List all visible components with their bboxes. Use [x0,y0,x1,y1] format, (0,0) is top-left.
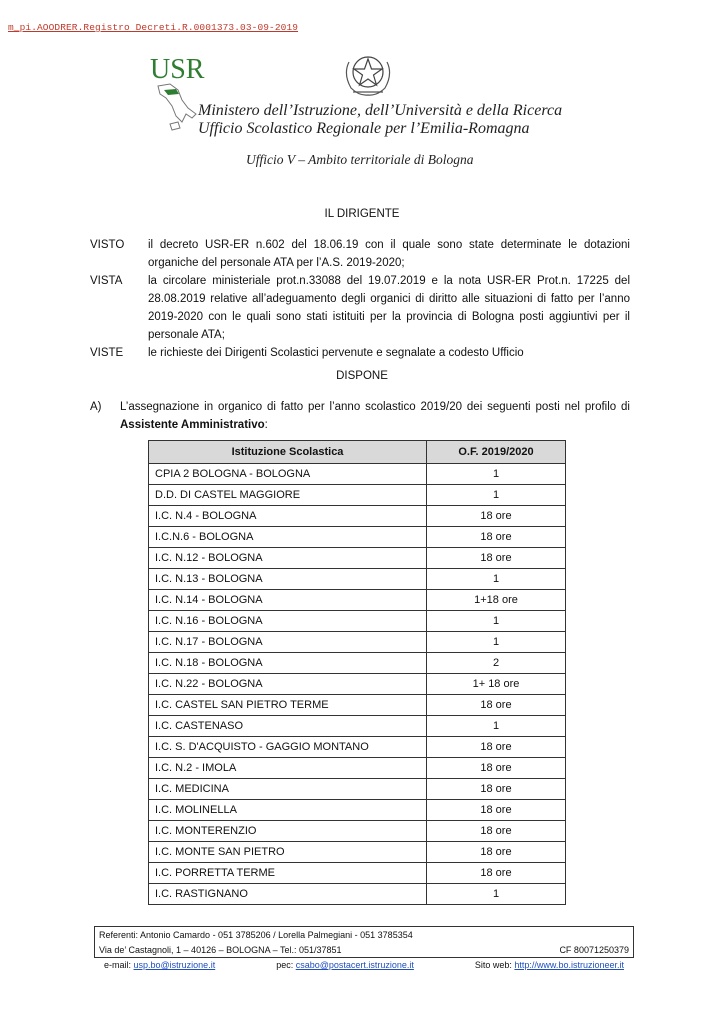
protocol-number: m_pi.AOODRER.Registro Decreti.R.0001373.03-09-2019 [8,22,299,33]
institution-cell: I.C. N.22 - BOLOGNA [149,674,427,695]
institution-cell: I.C. CASTEL SAN PIETRO TERME [149,695,427,716]
footer-web [475,960,624,970]
value-cell: 1 [427,884,566,905]
table-row [149,737,566,758]
institution-cell: I.C. N.18 - BOLOGNA [149,653,427,674]
institution-cell: I.C. MONTE SAN PIETRO [149,842,427,863]
institution-cell: I.C. PORRETTA TERME [149,863,427,884]
footer-email-label: e-mail: [104,960,134,970]
value-cell: 18 ore [427,842,566,863]
profile-name: Assistente Amministrativo [120,419,265,431]
footer-pec [276,960,414,970]
preamble [90,236,630,362]
value-cell: 18 ore [427,821,566,842]
office-name: Ufficio V – Ambito territoriale di Bologna [246,152,474,167]
table-row [149,884,566,905]
institution-cell: D.D. DI CASTEL MAGGIORE [149,485,427,506]
ministry-line: Ministero dell’Istruzione, dell’Università e della Ricerca [198,102,563,119]
institution-cell: I.C. N.2 - IMOLA [149,758,427,779]
section-suffix: : [264,419,268,431]
section-a [90,398,630,434]
value-cell: 18 ore [427,506,566,527]
institution-cell: I.C. N.17 - BOLOGNA [149,632,427,653]
institution-cell: I.C. N.14 - BOLOGNA [149,590,427,611]
preamble-text: il decreto USR-ER n.602 del 18.06.19 con il quale sono state determinate le dotazioni organiche del personale ATA per l’A.S. 2019-2020; [148,239,630,269]
value-cell: 1 [427,632,566,653]
table-row [149,695,566,716]
table-row [149,506,566,527]
table-row [149,842,566,863]
institution-cell: CPIA 2 BOLOGNA - BOLOGNA [149,464,427,485]
preamble-label: VISTO [90,239,125,251]
section-text [120,398,630,434]
table-row [149,800,566,821]
value-cell: 18 ore [427,779,566,800]
value-cell: 1 [427,611,566,632]
institution-cell: I.C. MOLINELLA [149,800,427,821]
institution-cell: I.C. MEDICINA [149,779,427,800]
column-header-value: O.F. 2019/2020 [427,441,566,464]
footer-contacts [104,960,624,970]
footer-referents-box [94,926,634,958]
table-row [149,590,566,611]
table-body [149,464,566,905]
footer-email [104,960,215,970]
ministry-name [198,102,562,138]
value-cell: 18 ore [427,695,566,716]
institution-cell: I.C.N.6 - BOLOGNA [149,527,427,548]
preamble-item [90,344,630,362]
footer-pec-label: pec: [276,960,296,970]
value-cell: 1 [427,569,566,590]
institution-cell: I.C. CASTENASO [149,716,427,737]
value-cell: 18 ore [427,527,566,548]
assignment-table [148,440,566,905]
value-cell: 1 [427,716,566,737]
preamble-text: le richieste dei Dirigenti Scolastici pervenute e segnalate a codesto Ufficio [148,347,524,359]
column-header-institution: Istituzione Scolastica [149,441,427,464]
dispone-heading: DISPONE [336,370,388,382]
table-row [149,611,566,632]
value-cell: 2 [427,653,566,674]
table-row [149,464,566,485]
table-row [149,779,566,800]
preamble-text: la circolare ministeriale prot.n.33088 del 19.07.2019 e la nota USR-ER Prot.n. 17225 del 28.08.2019 relative all’adeguamento degli organici di diritto alle situazioni di fatto per l’anno 2019-2020 con le quali sono stati istituiti per la provincia di Bologna posti aggiuntivi per il personale ATA; [148,275,630,341]
table-row [149,569,566,590]
document-title: IL DIRIGENTE [324,208,400,220]
italy-map-icon [158,84,196,122]
table-row [149,716,566,737]
italian-republic-emblem-icon [333,48,403,102]
table-row [149,674,566,695]
section-body: L’assegnazione in organico di fatto per l’anno scolastico 2019/20 dei seguenti posti nel profilo di [120,401,630,413]
preamble-item [90,272,630,344]
value-cell: 1 [427,485,566,506]
value-cell: 18 ore [427,800,566,821]
value-cell: 1+18 ore [427,590,566,611]
preamble-item [90,236,630,272]
value-cell: 18 ore [427,737,566,758]
institution-cell: I.C. N.13 - BOLOGNA [149,569,427,590]
table-row [149,548,566,569]
value-cell: 1+ 18 ore [427,674,566,695]
table-row [149,758,566,779]
table-row [149,485,566,506]
value-cell: 18 ore [427,758,566,779]
institution-cell: I.C. S. D'ACQUISTO - GAGGIO MONTANO [149,737,427,758]
table-row [149,863,566,884]
institution-cell: I.C. RASTIGNANO [149,884,427,905]
value-cell: 1 [427,464,566,485]
table-row [149,821,566,842]
email-link[interactable]: usp.bo@istruzione.it [133,960,216,970]
footer-web-label: Sito web: [474,960,515,970]
preamble-label: VISTA [90,275,123,287]
preamble-label: VISTE [90,347,124,359]
table-row [149,527,566,548]
footer-cf: CF 80071250379 [559,945,629,955]
section-label: A) [90,401,102,413]
table-header-row [149,441,566,464]
value-cell: 18 ore [427,548,566,569]
institution-cell: I.C. MONTERENZIO [149,821,427,842]
table-row [149,632,566,653]
institution-cell: I.C. N.12 - BOLOGNA [149,548,427,569]
usr-logo-text: USR [150,54,205,85]
footer-address: Via de’ Castagnoli, 1 – 40126 – BOLOGNA – Tel.: 051/37851 [99,945,342,955]
institution-cell: I.C. N.4 - BOLOGNA [149,506,427,527]
website-link[interactable]: http://www.bo.istruzioneer.it [514,960,624,970]
institution-cell: I.C. N.16 - BOLOGNA [149,611,427,632]
value-cell: 18 ore [427,863,566,884]
table-row [149,653,566,674]
footer-referents: Referenti: Antonio Camardo - 051 3785206 / Lorella Palmegiani - 051 3785354 [99,930,413,940]
pec-link[interactable]: csabo@postacert.istruzione.it [295,960,414,970]
ministry-line: Ufficio Scolastico Regionale per l’Emilia-Romagna [198,120,530,137]
